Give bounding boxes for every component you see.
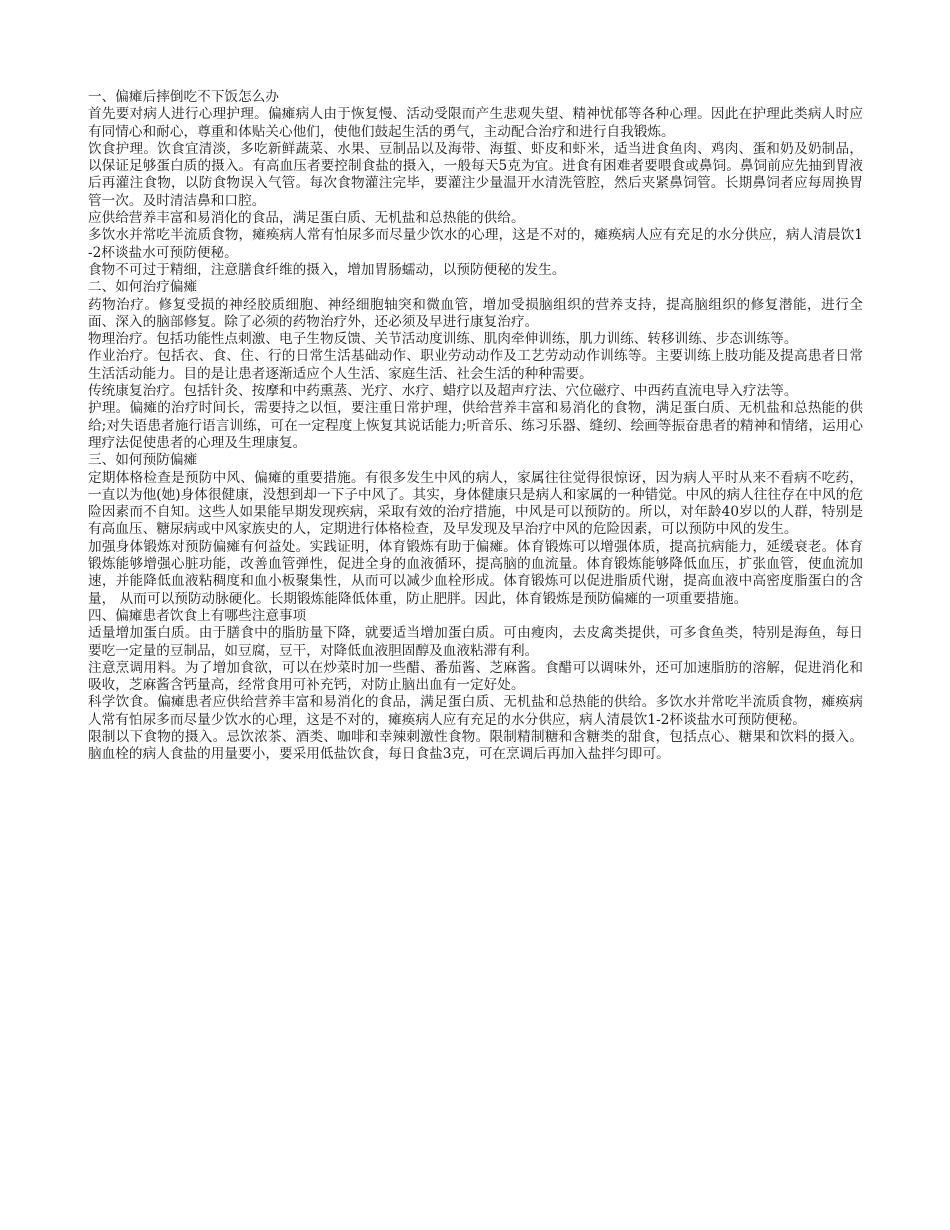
paragraph: 注意烹调用料。为了增加食欲，可以在炒菜时加一些醋、番茄酱、芝麻酱。食醋可以调味外，还可加速脂肪的溶解，促进消化和吸收，芝麻酱含钙量高，经常食用可补充钙，对防止脑出血有一定好处。 xyxy=(88,659,863,694)
paragraph: 科学饮食。偏瘫患者应供给营养丰富和易消化的食品，满足蛋白质、无机盐和总热能的供给。多饮水并常吃半流质食物，瘫痪病人常有怕尿多而尽量少饮水的心理，这是不对的，瘫痪病人应有充足的水分供应，病人清晨饮1-2杯谈盐水可预防便秘。 xyxy=(88,694,863,728)
section-heading: 二、如何治疗偏瘫 xyxy=(88,279,198,296)
section-4 xyxy=(88,608,863,764)
paragraph: 物理治疗。包括功能性点刺激、电子生物反馈、关节活动度训练、肌肉牵伸训练，肌力训练、转移训练、步态训练等。 xyxy=(88,331,798,348)
paragraph: 适量增加蛋白质。由于膳食中的脂肪量下降，就要适当增加蛋白质。可由瘦肉，去皮禽类提供，可多食鱼类，特别是海鱼，每日要吃一定量的豆制品，如豆腐，豆干，对降低血液胆固醇及血液粘滞有利。 xyxy=(88,625,863,659)
paragraph: 限制以下食物的摄入。忌饮浓茶、酒类、咖啡和幸辣刺激性食物。限制精制糖和含糖类的甜食，包括点心、糖果和饮料的摄入。脑血栓的病人食盐的用量要小，要采用低盐饮食，每日食盐3克，可在烹调后再加入盐拌匀即可。 xyxy=(88,728,863,763)
section-heading: 三、如何预防偏瘫 xyxy=(88,452,198,469)
paragraph: 饮食护理。饮食宜清淡，多吃新鲜蔬菜、水果、豆制品以及海带、海蜇、虾皮和虾米，适当进食鱼肉、鸡肉、蛋和奶及奶制品，以保证足够蛋白质的摄入。有高血压者要控制食盐的摄入，一般每天5克为宜。进食有困难者要喂食或鼻饲。鼻饲前应先抽到胃液后再灌注食物，以防食物误入气管。每次食物灌注完毕，要灌注少量温开水清洗管腔，然后夹紧鼻饲管。长期鼻饲者应每周换胃管一次。及时清洁鼻和口腔。 xyxy=(88,140,863,209)
document-body xyxy=(88,89,863,764)
section-heading: 四、偏瘫患者饮食上有哪些注意事项 xyxy=(88,607,307,624)
paragraph: 传统康复治疗。包括针灸、按摩和中药熏蒸、光疗、水疗、蜡疗以及超声疗法、穴位磁疗、中西药直流电导入疗法等。 xyxy=(88,383,798,400)
section-1 xyxy=(88,89,863,279)
paragraph: 应供给营养丰富和易消化的食品，满足蛋白质、无机盐和总热能的供给。 xyxy=(88,210,525,227)
section-heading: 一、偏瘫后摔倒吃不下饭怎么办 xyxy=(88,89,280,105)
paragraph: 多饮水并常吃半流质食物，瘫痪病人常有怕尿多而尽量少饮水的心理，这是不对的，瘫痪病人应有充足的水分供应，病人清晨饮1-2杯谈盐水可预防便秘。 xyxy=(88,227,863,261)
section-3 xyxy=(88,452,863,608)
paragraph: 药物治疗。修复受损的神经胶质细胞、神经细胞轴突和微血管，增加受损脑组织的营养支持，提高脑组织的修复潜能，进行全面、深入的脑部修复。除了必须的药物治疗外，还必须及早进行康复治疗。 xyxy=(88,296,863,330)
paragraph: 首先要对病人进行心理护理。偏瘫病人由于恢复慢、活动受限而产生悲观失望、精神忧郁等各种心理。因此在护理此类病人时应有同情心和耐心，尊重和体贴关心他们，使他们鼓起生活的勇气，主动配合治疗和进行自我锻炼。 xyxy=(88,106,863,140)
paragraph: 作业治疗。包括衣、食、住、行的日常生活基础动作、职业劳动动作及工艺劳动动作训练等。主要训练上肢功能及提高患者日常生活活动能力。目的是让患者逐渐适应个人生活、家庭生活、社会生活的种种需要。 xyxy=(88,348,863,382)
paragraph: 定期体格检查是预防中风、偏瘫的重要措施。有很多发生中风的病人，家属往往觉得很惊讶，因为病人平时从来不看病不吃药，一直以为他(她)身体很健康，没想到却一下子中风了。其实，身体健康只是病人和家属的一种错觉。中风的病人往往存在中风的危险因素而不自知。这些人如果能早期发现疾病，采取有效的治疗措施，中风是可以预防的。所以，对年龄40岁以的人群，特别是有高血压、糖尿病或中风家族史的人，定期进行体格检查，及早发现及早治疗中风的危险因素，可以预防中风的发生。 xyxy=(88,469,863,538)
paragraph: 护理。偏瘫的治疗时间长，需要持之以恒，要注重日常护理，供给营养丰富和易消化的食物，满足蛋白质、无机盐和总热能的供给;对失语患者施行语言训练，可在一定程度上恢复其说话能力;听音乐、练习乐器、缝纫、绘画等振奋患者的精神和情绪，运用心理疗法促使患者的心理及生理康复。 xyxy=(88,400,863,451)
section-2 xyxy=(88,279,863,452)
paragraph: 食物不可过于精细，注意膳食纤维的摄入，增加胃肠蠕动，以预防便秘的发生。 xyxy=(88,261,566,278)
paragraph: 加强身体锻炼对预防偏瘫有何益处。实践证明，体育锻炼有助于偏瘫。体育锻炼可以增强体质，提高抗病能力，延缓衰老。体育锻炼能够增强心脏功能，改善血管弹性，促进全身的血液循环，提高脑的血流量。体育锻炼能够降低血压，扩张血管，使血流加速，并能降低血液粘稠度和血小板聚集性，从而可以减少血栓形成。体育锻炼可以促进脂质代谢，提高血液中高密度脂蛋白的含量， 从而可以预防动脉硬化。长期锻炼能降低体重，防止肥胖。因此，体育锻炼是预防偏瘫的一项重要措施。 xyxy=(88,538,863,607)
